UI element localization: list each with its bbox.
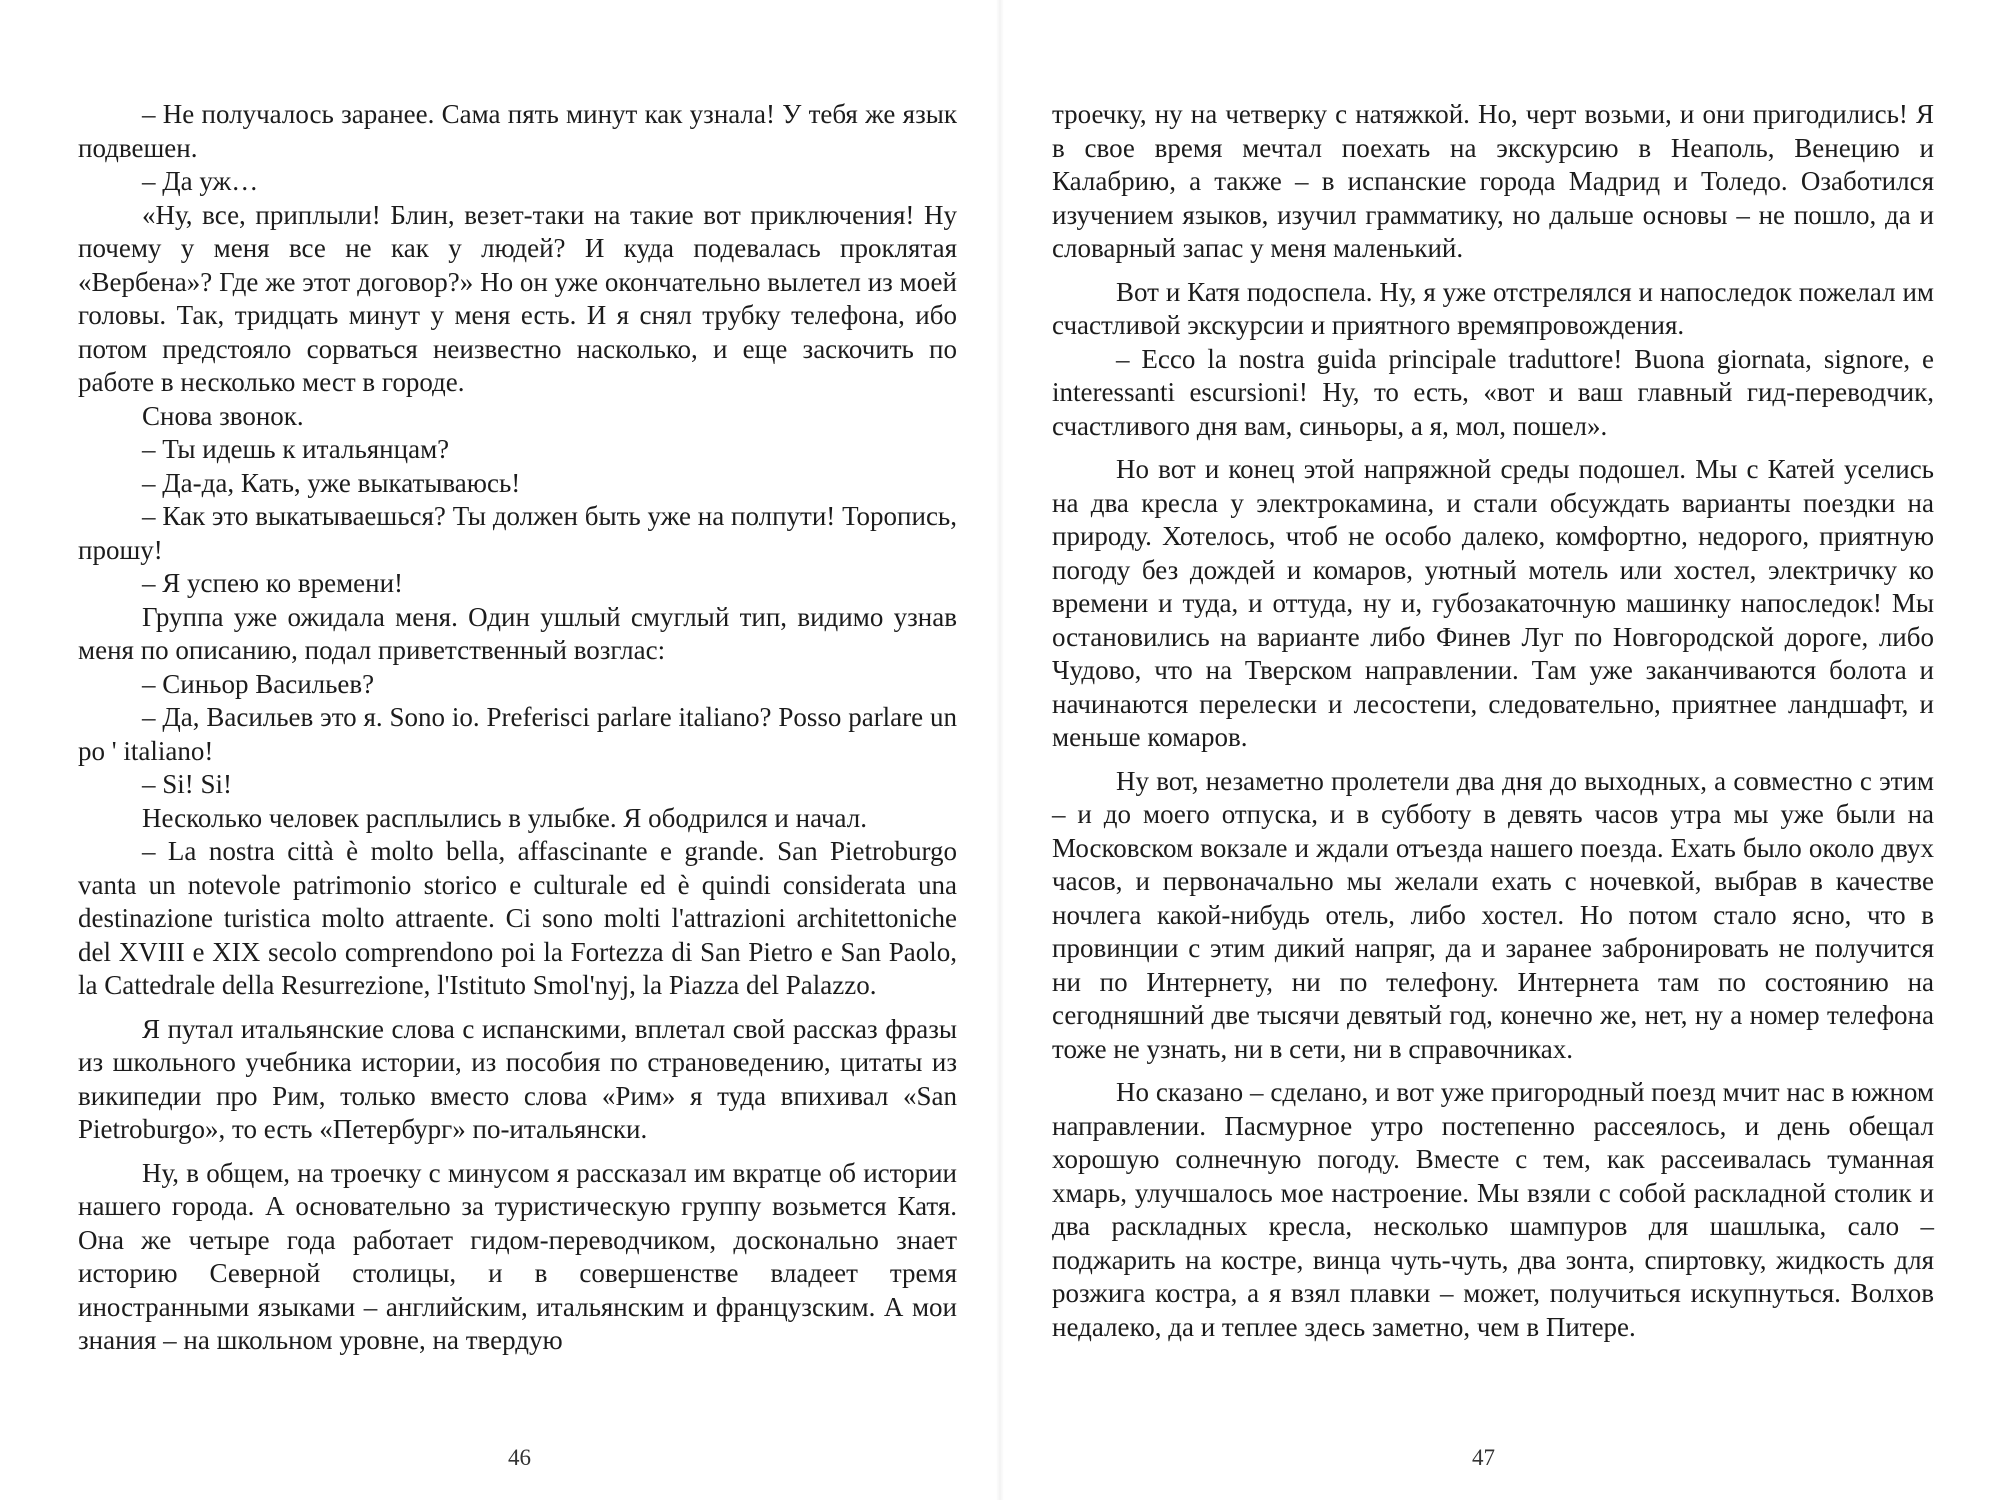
paragraph: Ну вот, незаметно пролетели два дня до выходных, а совместно с этим – и до моего отпуска, и в субботу в девять часов утра мы уже были на Московском вокзале и ждали отъезда нашего поезда. Ехать было около двух часов, и первоначально мы желали ехать с ночевкой, выбрав в качестве ночлега какой-нибудь отель, либо хостел. Но потом стало ясно, что в провинции с этим дикий напряг, да и заранее забронировать не получится ни по Интернету, ни по телефону. Интернета там по состоянию на сегодняшний две тысячи девятый год, конечно же, нет, ну а номер телефона тоже не узнать, ни в сети, ни в справочниках. (1052, 765, 1934, 1064)
paragraph: Вот и Катя подоспела. Ну, я уже отстрелялся и напоследок пожелал им счастливой экскурсии и приятного времяпровождения. (1052, 276, 1934, 340)
right-page-text (1052, 98, 1934, 1344)
left-page-text (78, 98, 957, 1358)
right-page (1000, 0, 2000, 1500)
paragraph: троечку, ну на четверку с натяжкой. Но, черт возьми, и они пригодились! Я в свое время мечтал поехать на экскурсию в Неаполь, Венецию и Калабрию, а также – в испанские города Мадрид и Толедо. Озаботился изучением языков, изучил грамматику, но дальше основы – не пошло, да и словарный запас у меня маленький. (1052, 99, 1934, 263)
paragraph: Несколько человек расплылись в улыбке. Я ободрился и начал. (142, 802, 867, 833)
paragraph: – Да-да, Кать, уже выкатываюсь! (142, 467, 521, 498)
page-number: 47 (1472, 1445, 1495, 1470)
paragraph: Но сказано – сделано, и вот уже пригородный поезд мчит нас в южном направлении. Пасмурное утро постепенно рассеялось, и день обещал хорошую солнечную погоду. Вместе с тем, как рассеивалась туманная хмарь, улучшалось мое настроение. Мы взяли с собой раскладной столик и два раскладных кресла, несколько шампуров для шашлыка, сало – поджарить на костре, винца чуть-чуть, два зонта, спиртовку, жидкость для розжига костра, а я взял плавки – может, получиться искупнуться. Волхов недалеко, да и теплее здесь заметно, чем в Питере. (1052, 1077, 1934, 1342)
paragraph: Группа уже ожидала меня. Один ушлый смуглый тип, видимо узнав меня по описанию, подал приветственный возглас: (78, 601, 957, 665)
paragraph: – Ты идешь к итальянцам? (142, 434, 450, 464)
paragraph: – La nostra città è molto bella, affascinante e grande. San Pietroburgo vanta un notevole patrimonio storico e culturale ed è quindi considerata una destinazione turistica molto attraente. Ci sono molti l'attrazioni architettoniche del XVIII e XIX secolo comprendono poi la Fortezza di San Pietro e San Paolo, la Cattedrale della Resurrezione, l'Istituto Smol'nyj, la Piazza del Palazzo. (78, 836, 957, 1000)
paragraph: – Да, Васильев это я. Sono io. Preferisci parlare italiano? Posso parlare un po ' italiano! (78, 702, 957, 766)
paragraph: – Да уж… (142, 166, 259, 196)
paragraph: Я путал итальянские слова с испанскими, вплетал свой рассказ фразы из школьного учебника истории, из пособия по страноведению, цитаты из википедии про Рим, только вместо слова «Рим» я туда впихивал «San Pietroburgo», то есть «Петербург» по-итальянски. (78, 1013, 957, 1144)
paragraph: Снова звонок. (142, 400, 304, 431)
paragraph: – Синьор Васильев? (142, 668, 375, 699)
paragraph: – Ecco la nostra guida principale traduttore! Buona giornata, signore, e interessanti escursioni! Ну, то есть, «вот и ваш главный гид-переводчик, счастливого дня вам, синьоры, а я, мол, пошел». (1052, 343, 1934, 441)
page-number: 46 (508, 1445, 531, 1470)
paragraph: «Ну, все, приплыли! Блин, везет-таки на такие вот приключения! Ну почему у меня все не как у людей? И куда подевалась проклятая «Вербена»? Где же этот договор?» Но он уже окончательно вылетел из моей головы. Так, тридцать минут у меня есть. И я снял трубку телефона, ибо потом предстояло сорваться неизвестно насколько, и еще заскочить по работе в несколько мест в городе. (78, 199, 957, 397)
paragraph: – Как это выкатываешься? Ты должен быть уже на полпути! Торопись, прошу! (78, 501, 957, 565)
paragraph: – Не получалось заранее. Сама пять минут как узнала! У тебя же язык подвешен. (78, 99, 957, 163)
paragraph: – Я успею ко времени! (142, 568, 404, 598)
paragraph: Ну, в общем, на троечку с минусом я рассказал им вкратце об истории нашего города. А основательно за туристическую группу возьмется Катя. Она же четыре года работает гидом-переводчиком, досконально знает историю Северной столицы, и в совершенстве владеет тремя иностранными языками – английским, итальянским и французским. А мои знания – на школьном уровне, на твердую (78, 1157, 957, 1355)
paragraph: Но вот и конец этой напряжной среды подошел. Мы с Катей уселись на два кресла у электрокамина, и стали обсуждать варианты поездки на природу. Хотелось, чтоб не особо далеко, комфортно, недорого, приятную погоду без дождей и комаров, уютный мотель или хостел, электричку ко времени и туда, и оттуда, ну и, губозакаточную машинку напоследок! Мы остановились на варианте либо Финев Луг по Новгородской дороге, либо Чудово, что на Тверском направлении. Там уже заканчиваются болота и начинаются перелески и лесостепи, следовательно, приятнее ландшафт, и меньше комаров. (1052, 454, 1934, 752)
paragraph: – Si! Si! (142, 769, 233, 799)
